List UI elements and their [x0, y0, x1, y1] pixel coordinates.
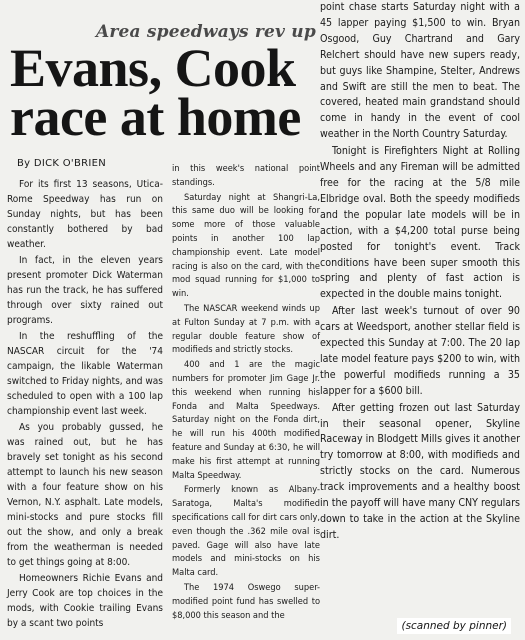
paragraph: After getting frozen out last Saturday in their seasonal opener, Skyline Raceway in Blodgett Mills gives it another try tomorrow at 8:00, with modifieds and strictly stocks on the card. Numerous track improvements and a healthy boost in the payoff will have many CNY regulars down to take in the action at the Skyline dirt. — [320, 401, 520, 541]
paragraph: The 1974 Oswego super-modified point fund has swelled to $8,000 this season and the — [172, 581, 320, 621]
paragraph: In fact, in the eleven years present promoter Dick Waterman has run the track, he has suffered through over sixty rained out programs. — [7, 255, 163, 326]
paragraph: Homeowners Richie Evans and Jerry Cook are top choices in the mods, with Cookie trailing Evans by a scant two points — [7, 573, 163, 629]
article-column-2 — [172, 162, 320, 623]
headline-line-2: race at home — [10, 87, 301, 147]
paragraph: Tonight is Firefighters Night at Rolling Wheels and any Fireman will be admitted free for the racing at the 5/8 mile Elbridge oval. Both the speedy modifieds and the popular late models will be in action, with a $4,200 total purse being posted for tonight's event. Track conditions have been super smooth this spring and plenty of fast action is expected in the double mains tonight. — [320, 145, 520, 301]
paragraph: Formerly known as Albany-Saratoga, Malta's modified specifications call for dirt cars only, even though the .362 mile oval is paved. Gage will also have late models and mini-stocks on his Malta card. — [172, 484, 320, 579]
scan-credit: (scanned by pinner) — [397, 618, 511, 634]
headline-line-1: Evans, Cook — [10, 38, 296, 98]
paragraph: point chase starts Saturday night with a 45 lapper paying $1,500 to win. Bryan Osgood, Guy Chartrand and Gary Relchert should have new supers ready, but guys like Shampine, Stelter, Andrews and Swift are still the men to beat. The covered, heated main grandstand should come in handy in the event of cool weather in the North Country Saturday. — [320, 1, 520, 141]
paragraph: In the reshuffling of the NASCAR circuit for the '74 campaign, the likable Waterman switched to Friday nights, and was scheduled to open with a 100 lap championship event last week. — [7, 331, 163, 417]
paragraph: As you probably gussed, he was rained out, but he has bravely set tonight as his second attempt to launch his new season with a four feature show on his Vernon, N.Y. asphalt. Late models, mini-stocks and pure stocks fill out the show, and only a break from the weatherman is needed to get things going at 8:00. — [7, 422, 163, 568]
article-column-3 — [320, 0, 520, 545]
paragraph: Saturday night at Shangri-La, this same duo will be looking for some more of those valuable points in another 100 lap championship event. Late model racing is also on the card, with the mod squad running for $1,000 to win. — [172, 191, 320, 300]
kicker: Area speedways rev up — [96, 22, 316, 42]
article-column-1 — [7, 156, 163, 632]
paragraph: 400 and 1 are the magic numbers for promoter Jim Gage Jr. this weekend when running his Fonda and Malta Speedways. Saturday night on the Fonda dirt, he will run his 400th modified feature and Sunday at 6:30, he will make his first attempt at running Malta Speedway. — [172, 359, 320, 481]
byline: By DICK O'BRIEN — [17, 158, 107, 169]
paragraph: For its first 13 seasons, Utica-Rome Speedway has run on Sunday nights, but has been constantly bothered by bad weather. — [7, 179, 163, 250]
headline-area — [0, 0, 322, 148]
paragraph: in this week's national point standings. — [172, 163, 320, 188]
headline — [10, 38, 322, 147]
paragraph: The NASCAR weekend winds up at Fulton Sunday at 7 p.m. with a regular double feature show of modifieds and strictly stocks. — [172, 302, 320, 356]
paragraph: After last week's turnout of over 90 cars at Weedsport, another stellar field is expected this Sunday at 7:00. The 20 lap late model feature pays $200 to win, with the powerful modifieds running a 35 lapper for a $600 bill. — [320, 305, 520, 397]
